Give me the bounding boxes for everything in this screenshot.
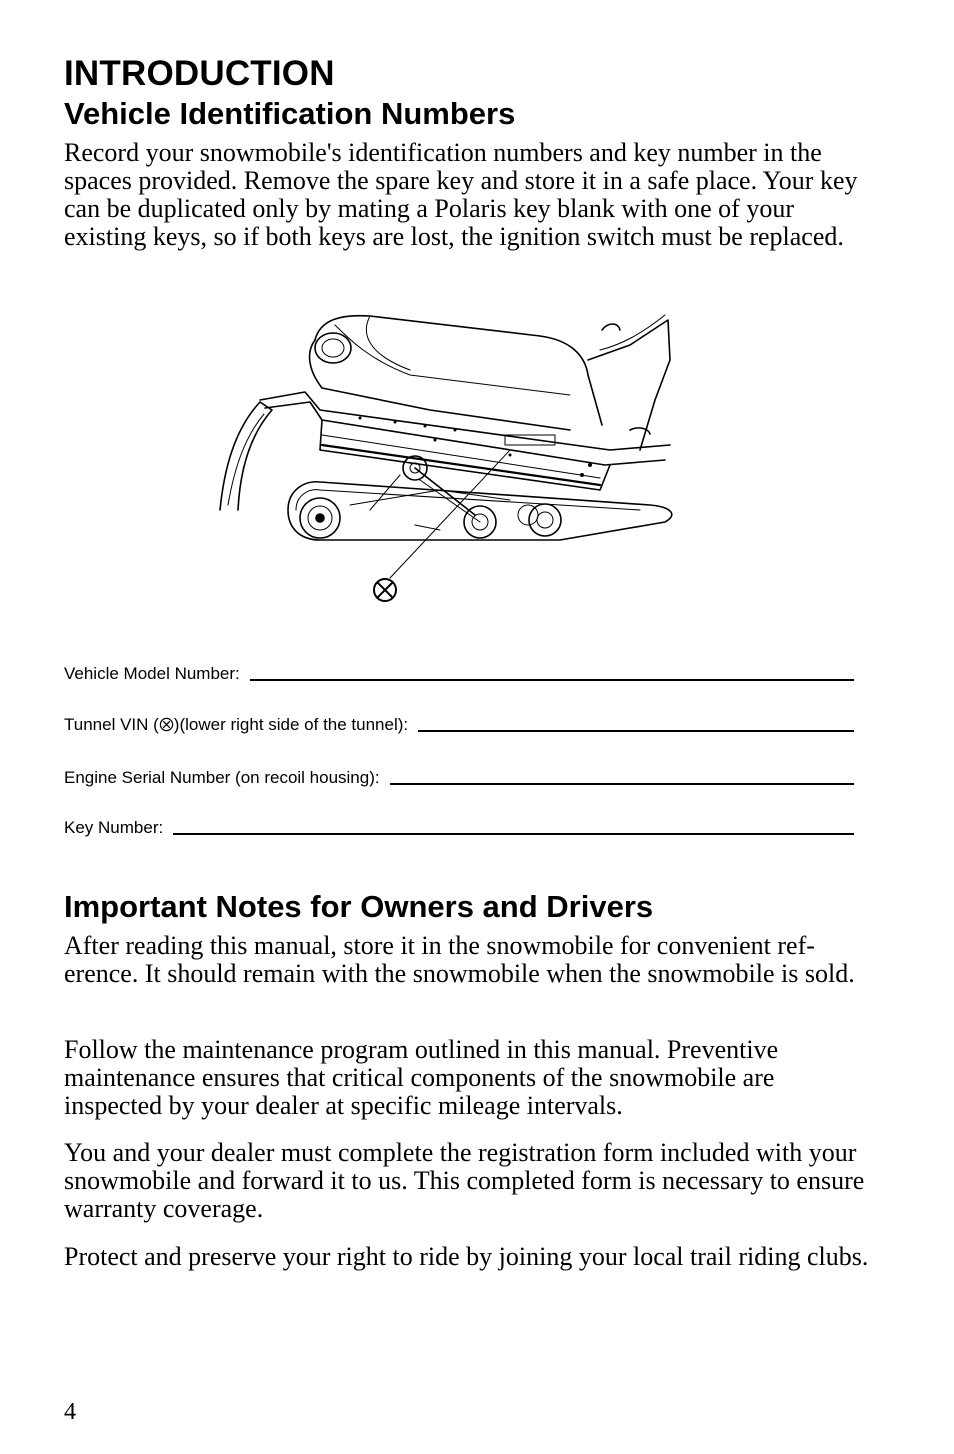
notes-paragraph-4: Protect and preserve your right to ride by joining your local trail riding clubs. bbox=[64, 1242, 869, 1271]
notes-paragraph-1: After reading this manual, store it in the snowmobile for convenient ref-erence. It should remain with the snowmobile when the snowmobile is sold. bbox=[64, 931, 855, 988]
vin-intro-paragraph: Record your snowmobile's identification numbers and key number in the spaces provided. Remove the spare key and store it in a safe place. Your key can be duplicated only by mating a Polaris key blank with one of your existing keys, so if both keys are lost, the ignition switch must be replaced. bbox=[64, 138, 858, 251]
engine-serial-field bbox=[64, 762, 854, 788]
notes-paragraph-3: You and your dealer must complete the registration form included with your snowmobile and forward it to us. This completed form is necessary to ensure warranty coverage. bbox=[64, 1138, 865, 1223]
model-number-label: Vehicle Model Number: bbox=[64, 664, 240, 683]
key-number-label: Key Number: bbox=[64, 818, 164, 837]
page-heading: INTRODUCTION bbox=[64, 54, 335, 93]
notes-paragraph-2: Follow the maintenance program outlined in this manual. Preventive maintenance ensures that critical components of the snowmobile are inspected by your dealer at specific mileage intervals. bbox=[64, 1035, 779, 1120]
engine-serial-label: Engine Serial Number (on recoil housing): bbox=[64, 768, 380, 787]
snowmobile-rear-illustration bbox=[210, 300, 680, 610]
key-number-blank bbox=[173, 815, 854, 835]
engine-serial-blank bbox=[390, 765, 854, 785]
key-number-field bbox=[64, 812, 854, 838]
tunnel-vin-label-suffix: )(lower right side of the tunnel): bbox=[173, 715, 409, 734]
tunnel-vin-blank bbox=[418, 712, 854, 732]
vin-section-title: Vehicle Identification Numbers bbox=[64, 96, 516, 131]
circled-x-icon bbox=[159, 717, 174, 732]
tunnel-vin-label bbox=[64, 715, 418, 735]
model-number-blank bbox=[250, 661, 854, 681]
page-number: 4 bbox=[64, 1399, 76, 1425]
tunnel-vin-field bbox=[64, 709, 854, 735]
notes-section-title: Important Notes for Owners and Drivers bbox=[64, 889, 654, 924]
model-number-field bbox=[64, 658, 854, 684]
tunnel-vin-label-prefix: Tunnel VIN ( bbox=[64, 715, 159, 734]
